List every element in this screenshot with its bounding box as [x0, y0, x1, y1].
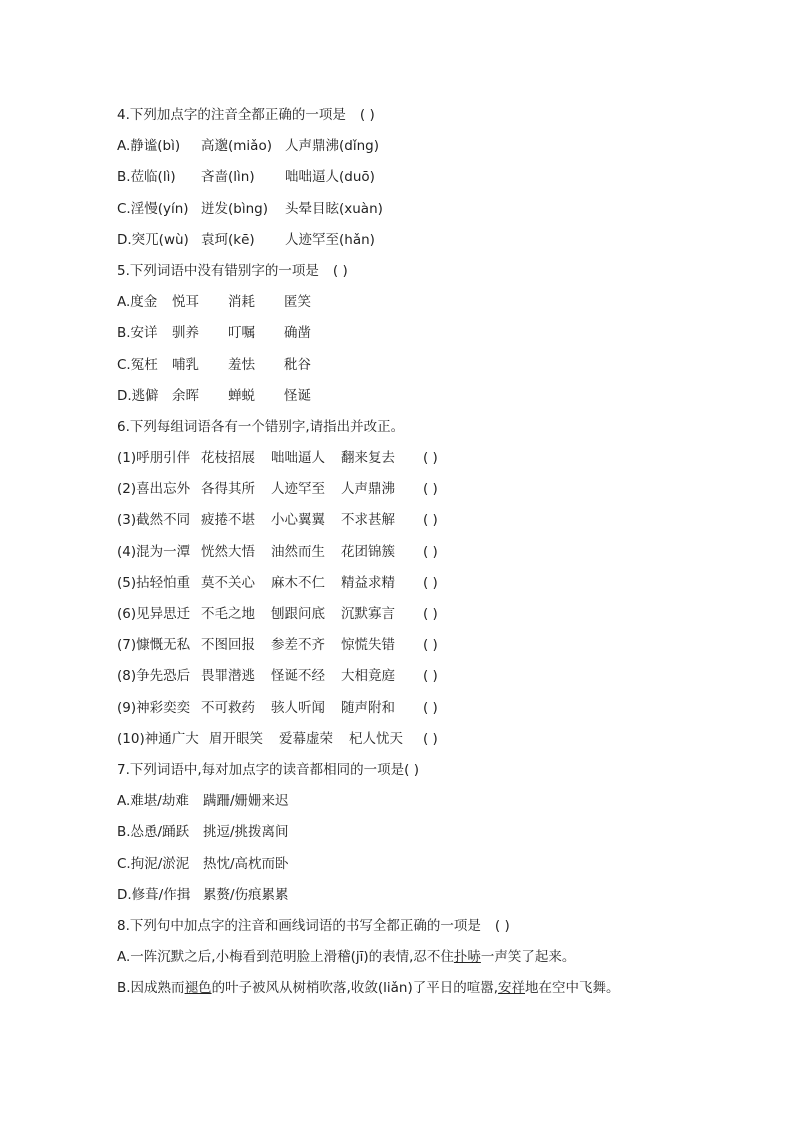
q5-d-label: D.逃僻 [117, 387, 159, 404]
q7-option-b [117, 817, 717, 848]
q6-item-6 [117, 599, 717, 630]
q4-option-a [117, 131, 717, 162]
q8-a-text-after: 一声笑了起来。 [480, 949, 576, 966]
q4-d-w2: 袁珂(kē) [201, 231, 255, 248]
q7-c-part1: C.拘泥/淤泥 [117, 855, 190, 872]
q4-c-w3: 头晕目眩(xuàn) [285, 200, 383, 217]
q6-1-w1: (1)呼朋引伴 [117, 450, 191, 467]
q6-7-w3: 参差不齐 [271, 637, 325, 654]
q5-c-w3: 羞怯 [228, 356, 255, 373]
q6-7-w2: 不图回报 [201, 637, 255, 654]
q8-a-text-before: A.一阵沉默之后,小梅看到范明脸上滑稽(jī)的表情,忍不住 [117, 949, 454, 966]
q5-a-label: A.度金 [117, 294, 158, 311]
q6-6-w1: (6)见异思迁 [117, 606, 191, 622]
q6-4-w3: 油然而生 [271, 543, 325, 560]
q6-item-3 [117, 505, 717, 536]
q5-b-w4: 确凿 [284, 325, 311, 342]
q8-answer-paren: ( ) [494, 917, 510, 934]
q6-1-w2: 花枝招展 [201, 450, 255, 467]
q6-4-w1: (4)混为一潭 [117, 543, 191, 560]
q5-a-w3: 消耗 [228, 294, 255, 311]
q6-6-answer-paren: ( ) [423, 606, 438, 622]
q5-stem-line [117, 256, 717, 287]
q6-10-w4: 杞人忧天 [349, 730, 403, 747]
q7-c-part2: 热忱/高枕而卧 [203, 855, 289, 872]
q6-3-w2: 疲捲不堪 [201, 512, 255, 529]
q6-7-w1: (7)慷慨无私 [117, 637, 191, 654]
q7-option-d [117, 880, 717, 911]
q6-3-w4: 不求甚解 [341, 512, 395, 529]
q6-6-w3: 刨跟问底 [271, 606, 325, 622]
q6-5-answer-paren: ( ) [423, 574, 438, 591]
q6-6-w2: 不毛之地 [201, 606, 255, 622]
q5-b-w2: 驯养 [172, 325, 199, 342]
q6-3-w1: (3)截然不同 [117, 512, 191, 529]
q4-answer-paren: ( ) [359, 107, 375, 123]
q5-option-b [117, 318, 717, 349]
q6-2-w2: 各得其所 [201, 481, 255, 498]
q7-b-part2: 挑逗/挑拨离间 [203, 824, 289, 841]
q5-a-w4: 匿笑 [284, 294, 311, 311]
q5-d-w2: 余晖 [172, 387, 199, 404]
q8-a-underlined-word: 扑哧 [453, 949, 481, 966]
q4-option-d [117, 225, 717, 256]
q7-d-part2: 累赘/伤痕累累 [203, 886, 289, 903]
q6-item-4 [117, 537, 717, 568]
q6-3-w3: 小心翼翼 [271, 512, 325, 529]
q6-8-answer-paren: ( ) [423, 668, 438, 685]
q6-10-w3: 爱幕虚荣 [279, 730, 333, 747]
q6-item-8 [117, 661, 717, 692]
q6-9-w1: (9)神彩奕奕 [117, 699, 191, 716]
q4-stem: 4.下列加点字的注音全都正确的一项是 [117, 107, 346, 123]
q8-b-underlined-word-1: 褪色 [184, 980, 212, 997]
question-content [117, 100, 717, 1004]
q6-2-w4: 人声鼎沸 [341, 481, 395, 498]
q5-d-w3: 蝉蜕 [228, 387, 255, 404]
q4-b-w3: 咄咄逼人(duō) [285, 169, 375, 186]
q6-9-answer-paren: ( ) [423, 699, 438, 716]
q6-10-w2: 眉开眼笑 [209, 730, 263, 747]
q6-1-answer-paren: ( ) [423, 450, 438, 467]
q7-option-a [117, 786, 717, 817]
q6-9-w4: 随声附和 [341, 699, 395, 716]
q6-5-w3: 麻木不仁 [271, 574, 325, 591]
q6-1-w4: 翻来复去 [341, 450, 395, 467]
q7-stem-line [117, 755, 717, 786]
q5-c-w4: 秕谷 [284, 356, 311, 373]
q5-option-c [117, 350, 717, 381]
q6-10-w1: (10)神通广大 [117, 730, 199, 747]
q4-d-label: D.突兀(wù) [117, 231, 189, 248]
q7-b-part1: B.怂恿/踊跃 [117, 824, 190, 841]
q6-5-w2: 莫不关心 [201, 574, 255, 591]
q7-stem: 7.下列词语中,每对加点字的读音都相同的一项是( ) [117, 761, 419, 778]
q6-1-w3: 咄咄逼人 [271, 450, 325, 467]
q4-option-b [117, 162, 717, 193]
q4-c-label: C.淫慢(yín) [117, 200, 189, 217]
q4-d-w3: 人迹罕至(hǎn) [285, 231, 375, 248]
q5-stem: 5.下列词语中没有错别字的一项是 [117, 262, 319, 279]
q6-2-answer-paren: ( ) [423, 481, 438, 498]
q6-2-w1: (2)喜出忘外 [117, 481, 191, 498]
q6-8-w3: 怪诞不经 [271, 668, 325, 685]
q5-d-w4: 怪诞 [284, 387, 311, 404]
q4-option-c [117, 194, 717, 225]
q6-stem: 6.下列每组词语各有一个错别字,请指出并改正。 [117, 418, 405, 435]
q4-a-label: A.静谧(bì) [117, 138, 181, 155]
q6-9-w2: 不可救药 [201, 699, 255, 716]
q6-9-w3: 骇人听闻 [271, 699, 325, 716]
q8-b-text-after: 地在空中飞舞。 [525, 980, 620, 997]
q6-item-7 [117, 630, 717, 661]
q4-b-w2: 吝啬(lìn) [201, 169, 255, 186]
q5-option-a [117, 287, 717, 318]
q4-c-w2: 迸发(bìng) [201, 200, 268, 217]
q5-b-w3: 叮嘱 [228, 325, 255, 342]
q6-4-w4: 花团锦簇 [341, 543, 395, 560]
q6-5-w1: (5)拈轻怕重 [117, 574, 191, 591]
q6-4-w2: 恍然大悟 [201, 543, 255, 560]
q8-b-text-middle: 的叶子被风从树梢吹落,收敛(liǎn)了平日的喧嚣, [211, 980, 499, 997]
q8-b-text-before: B.因成熟而 [117, 980, 185, 997]
q4-b-label: B.莅临(lì) [117, 169, 176, 186]
q6-item-1 [117, 443, 717, 474]
q7-d-part1: D.修葺/作揖 [117, 886, 191, 903]
q6-6-w4: 沉默寡言 [341, 606, 395, 622]
q4-a-w3: 人声鼎沸(dǐng) [285, 138, 379, 155]
q5-c-label: C.冤枉 [117, 356, 158, 373]
q5-option-d [117, 381, 717, 412]
q8-option-b [117, 973, 717, 1004]
q7-a-part2: 蹒跚/姗姗来迟 [203, 793, 289, 810]
q5-c-w2: 哺乳 [172, 356, 199, 373]
q6-4-answer-paren: ( ) [423, 543, 438, 560]
q6-item-9 [117, 693, 717, 724]
q8-b-underlined-word-2: 安祥 [498, 980, 526, 997]
q8-option-a [117, 942, 717, 973]
q6-item-5 [117, 568, 717, 599]
q4-stem-line [117, 100, 717, 131]
q5-b-label: B.安详 [117, 325, 158, 342]
q7-option-c [117, 849, 717, 880]
q6-2-w3: 人迹罕至 [271, 481, 325, 498]
q5-answer-paren: ( ) [332, 262, 348, 279]
q5-a-w2: 悦耳 [172, 294, 199, 311]
q4-a-w2: 高邈(miǎo) [201, 138, 272, 155]
q6-8-w1: (8)争先恐后 [117, 668, 191, 685]
q6-item-10 [117, 724, 717, 755]
q7-a-part1: A.难堪/劫难 [117, 793, 189, 810]
q6-10-answer-paren: ( ) [423, 730, 438, 747]
q6-3-answer-paren: ( ) [423, 512, 438, 529]
q8-stem: 8.下列句中加点字的注音和画线词语的书写全都正确的一项是 [117, 917, 481, 934]
q6-5-w4: 精益求精 [341, 574, 395, 591]
q6-8-w2: 畏罪潜逃 [201, 668, 255, 685]
q6-item-2 [117, 474, 717, 505]
q6-stem-line [117, 412, 717, 443]
q6-7-w4: 惊慌失错 [341, 637, 395, 654]
q6-8-w4: 大相竟庭 [341, 668, 395, 685]
q6-7-answer-paren: ( ) [423, 637, 438, 654]
q8-stem-line [117, 911, 717, 942]
